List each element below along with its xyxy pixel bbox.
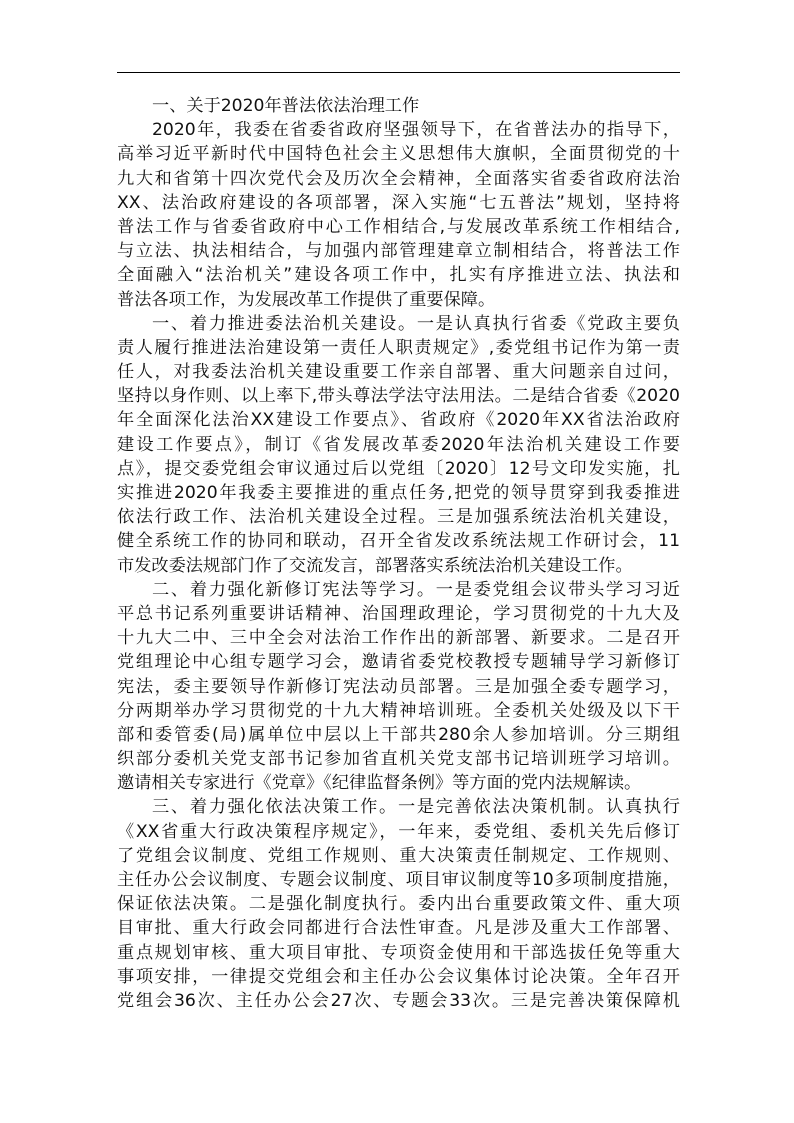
document-body [117,94,680,1013]
text-line: 《XX省重大行政决策程序规定》，一年来，委党组、委机关先后修订 [117,821,680,842]
text-line: 三、着力强化依法决策工作。一是完善依法决策机制。认真执行 [152,797,680,818]
text-line: 普法各项工作，为发展改革工作提供了重要保障。 [117,289,496,310]
text-line: 目审批、重大行政会同都进行合法性审查。凡是涉及重大工作部署、 [117,918,680,939]
text-line: 宪法，委主要领导作新修订宪法动员部署。三是加强全委专题学习， [117,676,680,697]
text-line: 织部分委机关党支部书记参加省直机关党支部书记培训班学习培训。 [117,749,680,770]
text-line: 2020年，我委在省委省政府坚强领导下，在省普法办的指导下， [152,120,680,141]
text-line: 一、关于2020年普法依法治理工作 [152,96,420,116]
text-line: 保证依法决策。二是强化制度执行。委内出台重要政策文件、重大项 [117,894,680,915]
text-line: 部和委管委(局)属单位中层以上干部共280余人参加培训。分三期组 [117,724,680,745]
text-line: 事项安排，一律提交党组会和主任办公会议集体讨论决策。全年召开 [117,966,680,987]
text-line: 健全系统工作的协同和联动，召开全省发改系统法规工作研讨会，11 [117,531,680,552]
text-line: 依法行政工作、法治机关建设全过程。三是加强系统法治机关建设， [117,507,680,528]
text-line: 主任办公会议制度、专题会议制度、项目审议制度等10多项制度措施， [117,870,680,890]
text-line: 全面融入“法治机关”建设各项工作中，扎实有序推进立法、执法和 [117,265,680,286]
text-line: 十九大二中、三中全会对法治工作作出的新部署、新要求。二是召开 [117,628,680,649]
text-line: 市发改委法规部门作了交流发言，部署落实系统法治机关建设工作。 [117,555,633,576]
text-line: 高举习近平新时代中国特色社会主义思想伟大旗帜，全面贯彻党的十 [117,144,680,165]
text-line: 任人，对我委法治机关建设重要工作亲自部署、重大问题亲自过问， [117,362,680,383]
text-line: 年全面深化法治XX建设工作要点》、省政府《2020年XX省法治政府 [117,410,680,431]
text-line: 邀请相关专家进行《党章》《纪律监督条例》等方面的党内法规解读。 [117,773,642,794]
text-line: XX、法治政府建设的各项部署，深入实施“七五普法”规划，坚持将 [117,192,680,213]
text-line: 了党组会议制度、党组工作规则、重大决策责任制规定、工作规则、 [117,845,680,866]
text-line: 重点规划审核、重大项目审批、专项资金使用和干部选拔任免等重大 [117,942,680,963]
text-line: 建设工作要点》，制订《省发展改革委2020年法治机关建设工作要 [117,434,680,455]
text-line: 党组会36次、主任办公会27次、专题会33次。三是完善决策保障机 [117,990,680,1011]
text-line: 党组理论中心组专题学习会，邀请省委党校教授专题辅导学习新修订 [117,652,680,673]
text-line: 与立法、执法相结合，与加强内部管理建章立制相结合，将普法工作 [117,241,680,262]
text-line: 点》，提交委党组会审议通过后以党组〔2020〕12号文印发实施，扎 [117,458,680,479]
text-line: 平总书记系列重要讲话精神、治国理政理论，学习贯彻党的十九大及 [117,603,680,624]
text-line: 实推进2020年我委主要推进的重点任务,把党的领导贯穿到我委推进 [117,483,680,503]
text-line: 九大和省第十四次党代会及历次全会精神，全面落实省委省政府法治 [117,168,680,189]
text-line: 分两期举办学习贯彻党的十九大精神培训班。全委机关处级及以下干 [117,700,680,721]
text-line: 一、着力推进委法治机关建设。一是认真执行省委《党政主要负 [152,313,680,334]
text-line: 坚持以身作则、以上率下,带头尊法学法守法用法。二是结合省委《2020 [117,386,680,407]
text-line: 二、着力强化新修订宪法等学习。一是委党组会议带头学习习近 [152,579,680,600]
header-rule [117,72,680,73]
text-line: 普法工作与省委省政府中心工作相结合,与发展改革系统工作相结合, [117,216,680,237]
text-line: 责人履行推进法治建设第一责任人职责规定》,委党组书记作为第一责 [117,337,680,358]
